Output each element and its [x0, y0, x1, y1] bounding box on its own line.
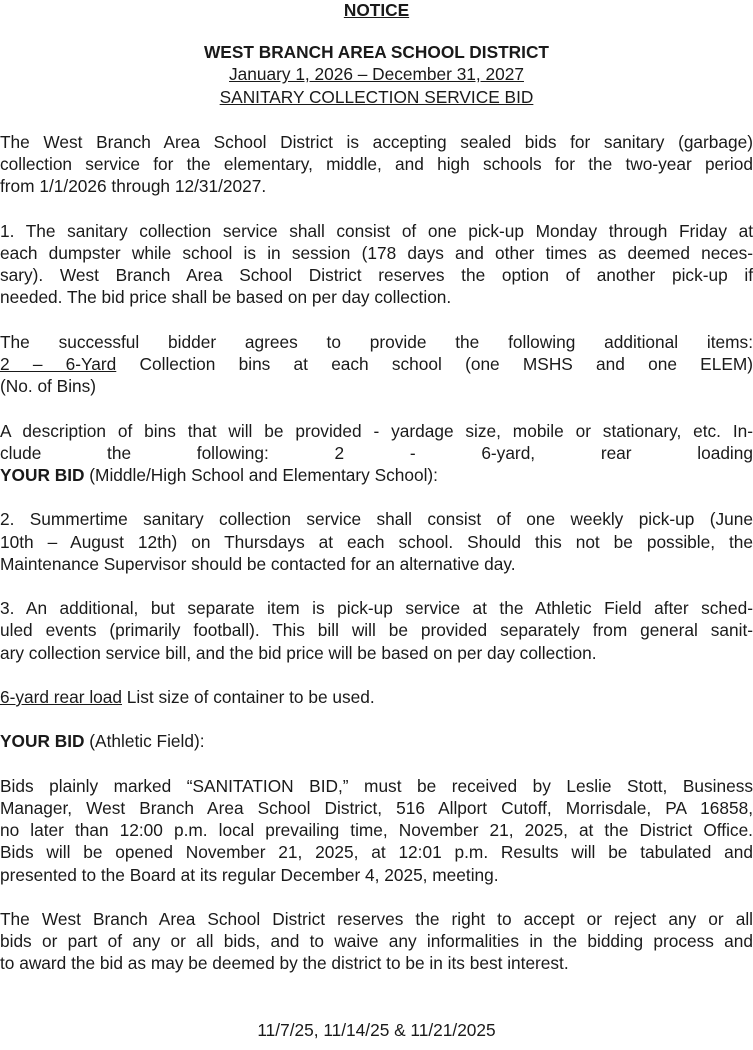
underlined-text: 6-yard rear load — [0, 686, 122, 707]
text-line: Bids will be opened November 21, 2025, at 12:01 p.m. Results will be tabulated and — [0, 842, 753, 863]
text-line: uled events (primarily football). This bill will be provided separately from general sanit- — [0, 620, 753, 641]
text: (Middle/High School and Elementary School): — [84, 465, 438, 485]
paragraph — [0, 220, 753, 309]
bold-label: YOUR BID — [0, 465, 85, 485]
paragraph — [0, 131, 753, 198]
contract-period: January 1, 2026 – December 31, 2027 — [229, 64, 524, 85]
text: Collection bins at each school (one MSHS and one ELEM) — [116, 354, 753, 374]
text-line — [0, 730, 753, 752]
text-line: from 1/1/2026 through 12/31/2027. — [0, 176, 267, 197]
district-name: WEST BRANCH AREA SCHOOL DISTRICT — [204, 42, 549, 63]
bold-label: YOUR BID — [0, 731, 85, 752]
text-line: needed. The bid price shall be based on per day collection. — [0, 287, 452, 308]
text-line: The successful bidder agrees to provide the following additional items: — [0, 331, 753, 352]
text-line: bids or part of any or all bids, and to waive any informalities in the bidding process and — [0, 931, 753, 952]
publication-dates: 11/7/25, 11/14/25 & 11/21/2025 — [257, 1020, 496, 1040]
text-line: collection service for the elementary, middle, and high schools for the two-year period — [0, 154, 753, 175]
text-line: The West Branch Area School District is accepting sealed bids for sanitary (garbage) — [0, 132, 753, 152]
text-line: each dumpster while school is in session (178 days and other times as deemed neces- — [0, 243, 753, 263]
notice-header — [0, 0, 753, 108]
text-line: A description of bins that will be provided - yardage size, mobile or stationary, etc. In- — [0, 420, 753, 441]
bid-title: SANITARY COLLECTION SERVICE BID — [219, 86, 534, 107]
paragraph — [0, 730, 753, 752]
paragraph — [0, 775, 753, 886]
text-line: 3. An additional, but separate item is pick-up service at the Athletic Field after sched- — [0, 598, 753, 619]
paragraph — [0, 686, 753, 708]
paragraph — [0, 908, 753, 975]
text-line: Bids plainly marked “SANITATION BID,” must be received by Leslie Stott, Business — [0, 775, 753, 796]
text-line: sary). West Branch Area School District reserves the option of another pick-up if — [0, 265, 753, 286]
text-line: 10th – August 12th) on Thursdays at each school. Should this not be possible, the — [0, 531, 753, 552]
text-line: ary collection service bill, and the bid price will be based on per day collection. — [0, 642, 597, 663]
underlined-text: 2 – 6-Yard — [0, 354, 117, 374]
text-line: 2. Summertime sanitary collection service shall consist of one weekly pick-up (June — [0, 509, 753, 530]
paragraph — [0, 420, 753, 487]
text-line — [0, 686, 753, 708]
text-line: The West Branch Area School District reserves the right to accept or reject any or all — [0, 908, 753, 929]
text-line — [0, 353, 753, 375]
notice-body — [0, 131, 753, 997]
text-line: no later than 12:00 p.m. local prevailing time, November 21, 2025, at the District Office. — [0, 820, 753, 841]
text: (Athletic Field): — [84, 731, 205, 752]
text-line: 1. The sanitary collection service shall consist of one pick-up Monday through Friday at — [0, 220, 753, 241]
text-line: Manager, West Branch Area School District, 516 Allport Cutoff, Morrisdale, PA 16858, — [0, 797, 753, 818]
text: List size of container to be used. — [122, 686, 375, 707]
text-line: Maintenance Supervisor should be contacted for an alternative day. — [0, 553, 516, 574]
notice-title: NOTICE — [343, 0, 410, 20]
text-line — [0, 464, 753, 486]
text-line: clude the following: 2 - 6-yard, rear loading — [0, 442, 753, 463]
paragraph — [0, 508, 753, 575]
text-line: to award the bid as may be deemed by the district to be in its best interest. — [0, 953, 569, 974]
paragraph — [0, 597, 753, 664]
paragraph — [0, 331, 753, 398]
text-line: (No. of Bins) — [0, 376, 97, 397]
text-line: presented to the Board at its regular December 4, 2025, meeting. — [0, 864, 499, 885]
